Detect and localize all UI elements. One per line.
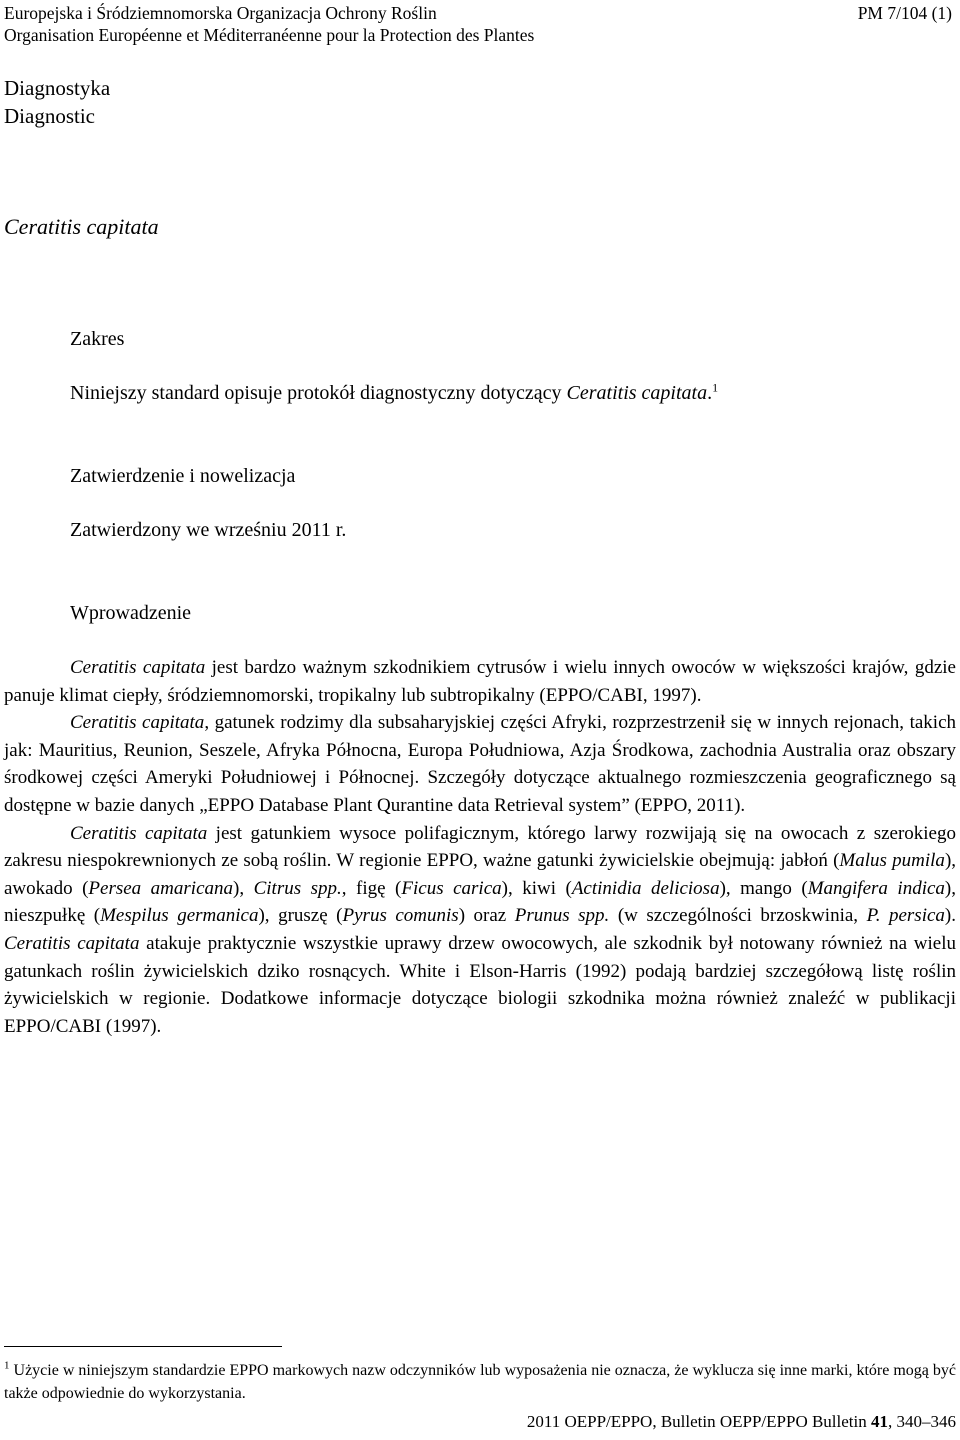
species-name: Ceratitis capitata bbox=[70, 657, 206, 678]
species-name: Ceratitis capitata bbox=[70, 712, 205, 734]
paragraph-text: ), mango ( bbox=[719, 877, 808, 899]
footnote-reference[interactable]: 1 bbox=[712, 380, 719, 395]
paragraph-text: atakuje praktycznie wszystkie uprawy drzew owocowych, ale szkodnik był notowany również na wielu gatunkach roślin żywicielskich dziko rosnących. White i Elson-Harris (1992) podają bardziej szczegółową listę roślin żywicielskich w regionie. Dodatkowe informacje dotyczące biologii szkodnika można również znaleźć w publikacji EPPO/CABI (1997). bbox=[4, 932, 956, 1037]
species-name: Ceratitis capitata bbox=[70, 822, 208, 844]
footer-prefix: 2011 OEPP/EPPO, Bulletin OEPP/EPPO Bulletin bbox=[526, 1412, 871, 1431]
paragraph-text: ), awokado ( bbox=[4, 850, 957, 899]
title-polish: Diagnostyka bbox=[4, 76, 111, 100]
standard-reference: PM 7/104 (1) bbox=[857, 3, 952, 23]
footer-pages: , 340–346 bbox=[888, 1412, 956, 1431]
page-footer bbox=[527, 1412, 956, 1432]
species-name: Ceratitis capitata bbox=[4, 932, 140, 954]
paragraph-text: jest bardzo ważnym szkodnikiem cytrusów i wielu innych owoców w większości krajów, gdzie panuje klimat ciepły, śródziemnomorski, tropikalny lub subtropikalny (EPPO/CABI, 1997). bbox=[4, 657, 956, 706]
species-name: Actinidia deliciosa bbox=[571, 877, 720, 899]
paragraph-text: ), nieszpułkę ( bbox=[4, 877, 956, 927]
intro-paragraph-1 bbox=[4, 654, 956, 709]
intro-paragraph-3 bbox=[4, 820, 956, 1041]
title-english: Diagnostic bbox=[4, 104, 95, 128]
paragraph-text: , figę ( bbox=[341, 877, 402, 899]
species-title: Ceratitis capitata bbox=[4, 214, 159, 239]
paragraph-text: ). bbox=[944, 905, 956, 927]
scope-heading: Zakres bbox=[70, 328, 125, 350]
paragraph-text: ) oraz bbox=[458, 905, 515, 927]
species-name: P. persica bbox=[866, 905, 945, 927]
species-name: Mangifera indica bbox=[807, 877, 945, 899]
scope-species: Ceratitis capitata bbox=[566, 382, 708, 404]
species-name: Ficus carica bbox=[401, 877, 502, 899]
paragraph-text: jest gatunkiem wysoce polifagicznym, którego larwy rozwijają się na owocach z szerokiego zakresu niespokrewnionych ze sobą roślin. W regionie EPPO, ważne gatunki żywicielskie obejmują: jabłoń ( bbox=[4, 822, 956, 872]
introduction-heading: Wprowadzenie bbox=[70, 602, 192, 624]
species-name: Mespilus germanica bbox=[100, 905, 259, 927]
scope-text-b: . bbox=[707, 382, 713, 404]
footnote bbox=[4, 1359, 956, 1405]
footnote-separator bbox=[4, 1346, 282, 1347]
paragraph-text: ), kiwi ( bbox=[501, 877, 572, 899]
introduction-body bbox=[4, 654, 956, 1040]
species-name: Prunus spp. bbox=[514, 905, 610, 927]
scope-text bbox=[70, 382, 718, 405]
paragraph-text: ), bbox=[233, 877, 254, 899]
intro-paragraph-2 bbox=[4, 709, 956, 819]
paragraph-text: ), gruszę ( bbox=[258, 905, 343, 927]
species-name: Malus pumila bbox=[839, 850, 945, 872]
species-name: Persea amaricana bbox=[88, 877, 234, 899]
species-name: Pyrus comunis bbox=[342, 905, 459, 927]
scope-text-a: Niniejszy standard opisuje protokół diagnostyczny dotyczący bbox=[70, 382, 567, 404]
footnote-mark: 1 bbox=[4, 1359, 10, 1372]
footnote-text: Użycie w niniejszym standardzie EPPO markowych nazw odczynników lub wyposażenia nie oznacza, że wyklucza się inne marki, które mogą być także odpowiednie do wykorzystania. bbox=[4, 1362, 956, 1402]
approval-text: Zatwierdzony we wrześniu 2011 r. bbox=[70, 519, 347, 541]
footer-volume: 41 bbox=[871, 1412, 888, 1431]
approval-heading: Zatwierdzenie i nowelizacja bbox=[70, 465, 296, 487]
paragraph-text: (w szczególności brzoskwinia, bbox=[609, 905, 867, 927]
header-org-polish: Europejska i Śródziemnomorska Organizacja Ochrony Roślin bbox=[4, 3, 437, 23]
header-org-french: Organisation Européenne et Méditerranéenne pour la Protection des Plantes bbox=[4, 25, 535, 45]
paragraph-text: , gatunek rodzimy dla subsaharyjskiej części Afryki, rozprzestrzenił się w innych rejonach, takich jak: Mauritius, Reunion, Seszele, Afryka Północna, Europa Południowa, Azja Środkowa, zachodnia Australia oraz obszary środkowej części Ameryki Południowej i Północnej. Szczegóły dotyczące aktualnego rozmieszczenia geograficznego są dostępne w bazie danych „EPPO Database Plant Qurantine data Retrieval system” (EPPO, 2011). bbox=[4, 712, 956, 816]
species-name: Citrus spp. bbox=[253, 877, 342, 899]
